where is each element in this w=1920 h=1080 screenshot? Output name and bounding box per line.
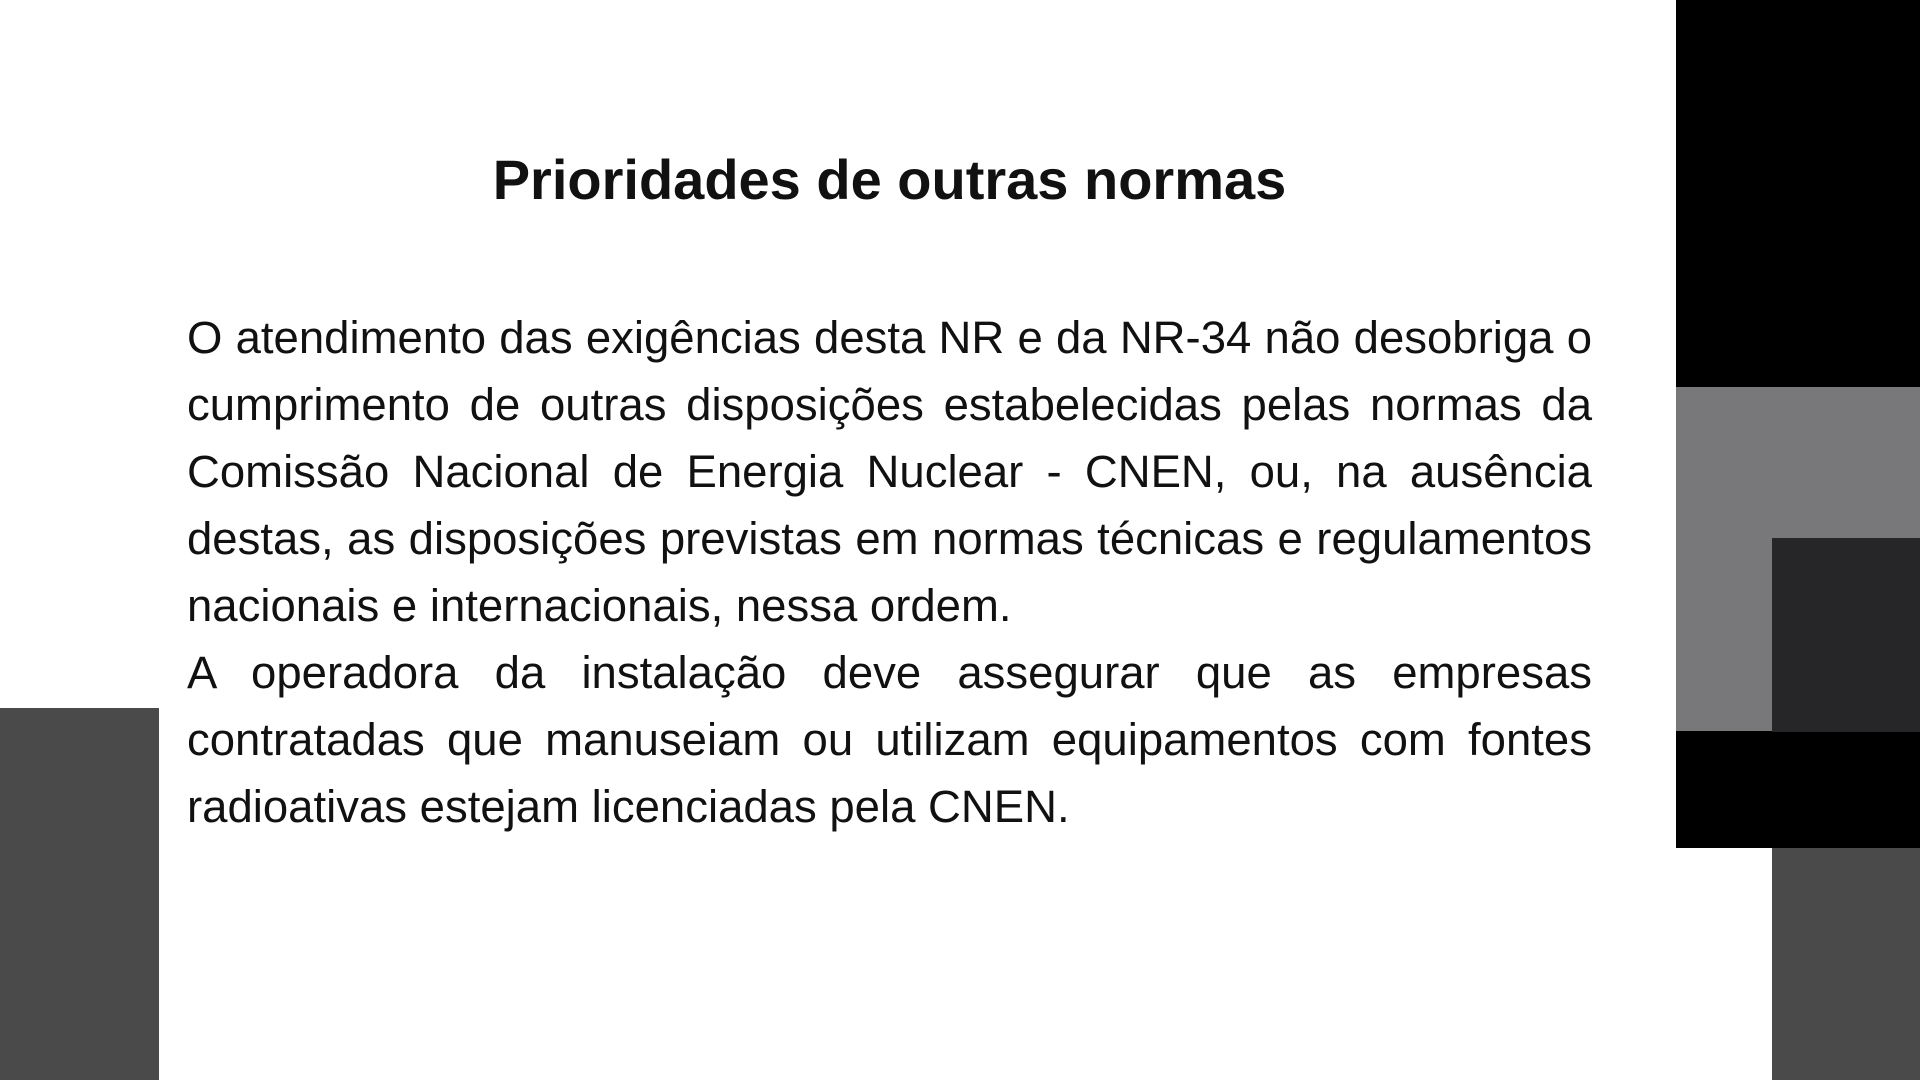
body-paragraph-1: O atendimento das exigências desta NR e da NR-34 não desobriga o cumprimento de outras disposições estabelecidas pelas normas da Comissão Nacional de Energia Nuclear - CNEN, ou, na ausência destas, as disposições previstas em normas técnicas e regulamentos nacionais e internacionais, nessa ordem. [187,312,1592,631]
slide-body [187,304,1592,840]
decorative-block-right-bottom [1772,848,1920,1080]
decorative-block-right-charcoal [1772,538,1920,732]
decorative-block-left [0,708,159,1080]
slide-title: Prioridades de outras normas [492,148,1287,211]
body-paragraph-2: A operadora da instalação deve assegurar que as empresas contratadas que manuseiam ou utilizam equipamentos com fontes radioativas estejam licenciadas pela CNEN. [187,647,1592,832]
